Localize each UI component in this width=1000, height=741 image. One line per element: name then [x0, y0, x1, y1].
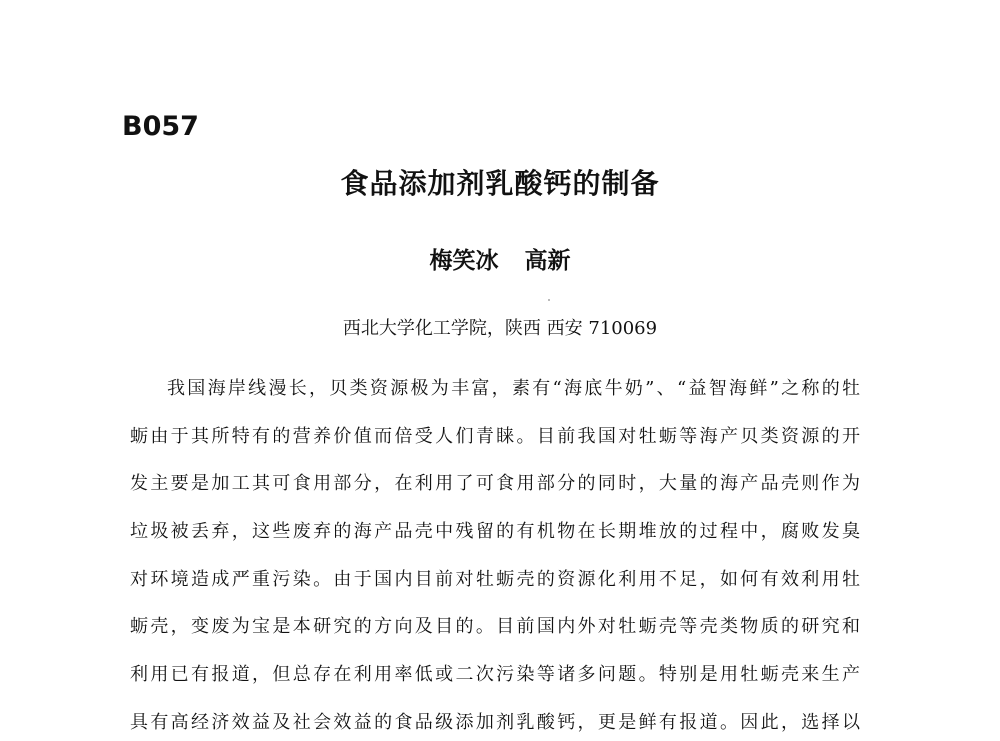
- author-name: 梅笑冰: [429, 248, 499, 274]
- body-line: 蛎由于其所特有的营养价值而倍受人们青睐。目前我国对牡蛎等海产贝类资源的开: [130, 425, 860, 447]
- author-list: [0, 250, 1000, 273]
- body-line: 我国海岸线漫长，贝类资源极为丰富，素有“海底牛奶”、“益智海鲜”之称的牡: [167, 378, 860, 399]
- author-name: 高新: [524, 248, 571, 274]
- paper-title: 食品添加剂乳酸钙的制备: [340, 167, 660, 200]
- body-paragraph: [130, 380, 860, 741]
- body-line: 垃圾被丢弃，这些废弃的海产品壳中残留的有机物在长期堆放的过程中，腐败发臭: [130, 521, 860, 543]
- affiliation: 西北大学化工学院，陕西 西安 710069: [342, 318, 658, 339]
- paper-code: B057: [122, 111, 199, 142]
- body-line: 具有高经济效益及社会效益的食品级添加剂乳酸钙，更是鲜有报道。因此，选择以: [130, 711, 860, 733]
- body-line: 蛎壳，变废为宝是本研究的方向及目的。目前国内外对牡蛎壳等壳类物质的研究和: [130, 616, 860, 638]
- body-line: 利用已有报道，但总存在利用率低或二次污染等诸多问题。特别是用牡蛎壳来生产: [130, 664, 860, 686]
- body-line: 对环境造成严重污染。由于国内目前对牡蛎壳的资源化利用不足，如何有效利用牡: [130, 568, 860, 590]
- body-line: 发主要是加工其可食用部分，在利用了可食用部分的同时，大量的海产品壳则作为: [130, 473, 860, 495]
- scan-speck: [548, 299, 550, 301]
